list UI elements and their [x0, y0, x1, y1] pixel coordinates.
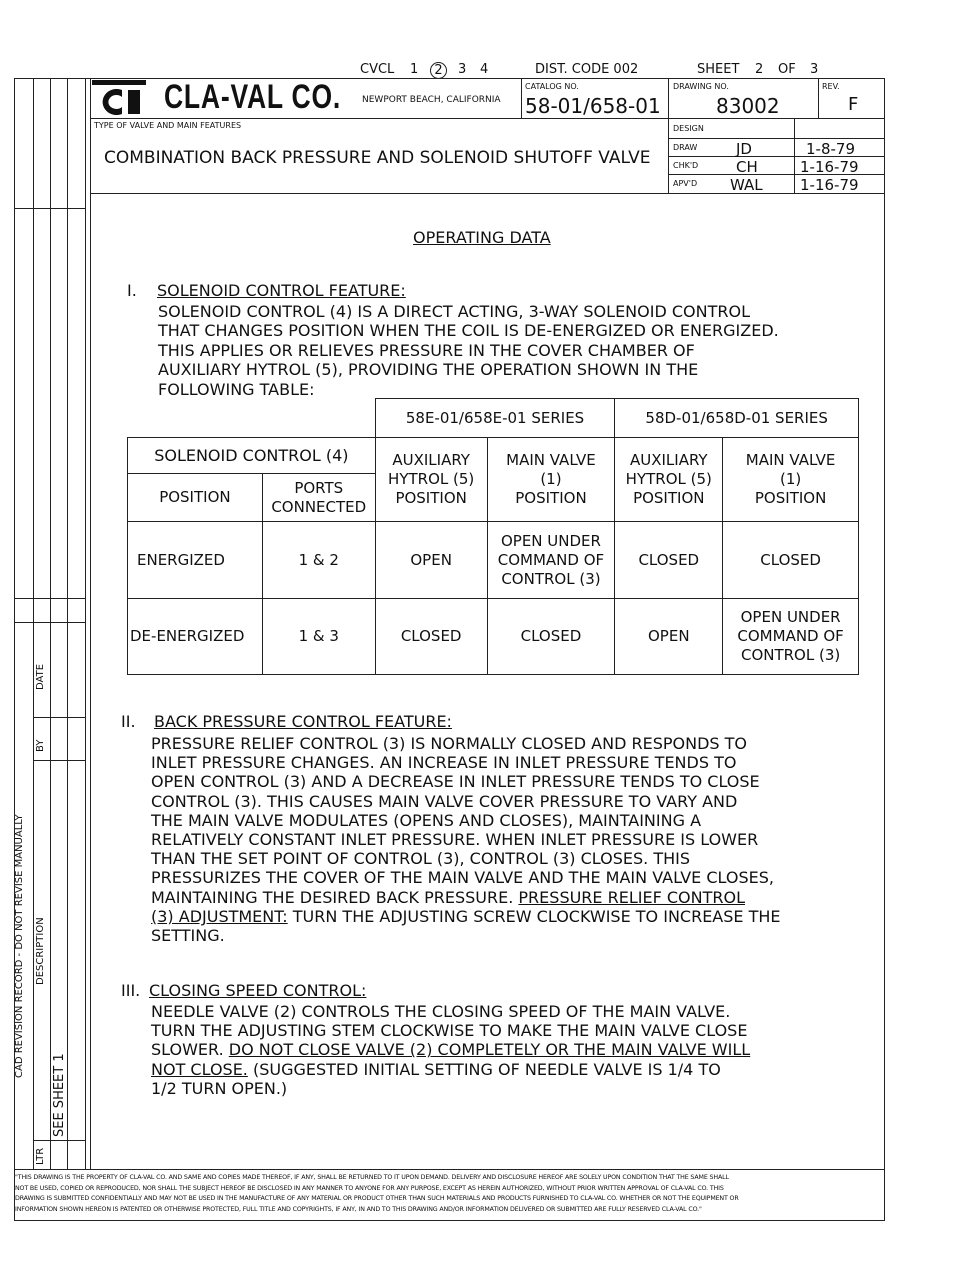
- section-1-line: THIS APPLIES OR RELIEVES PRESSURE IN THE COVER CHAMBER OF: [158, 340, 695, 360]
- chkd-date: 1-16-79: [800, 158, 859, 176]
- drawing-cell-bottom: [668, 118, 885, 119]
- drawing-label: DRAWING NO.: [673, 82, 729, 91]
- title-block-left: [90, 78, 91, 194]
- draw-label: DRAW: [673, 143, 698, 152]
- revision-record-note: CAD REVISION RECORD - DO NOT REVISE MANUALLY: [14, 814, 25, 1078]
- valve-type-label: TYPE OF VALVE AND MAIN FEATURES: [94, 121, 242, 130]
- legal-notice-line: NOT BE USED, COPIED OR REPRODUCED, NOR SHALL THE SUBJECT HEREOF BE DISCLOSED IN ANY MANNER TO ANYONE FOR ANY PURPOSE, EXCEPT AS HEREIN AUTHORIZED, WITHOUT PRIOR WRITTEN APPROVAL OF CLA-VAL CO. THIS: [15, 1184, 724, 1192]
- section-3-line: SLOWER. DO NOT CLOSE VALVE (2) COMPLETELY OR THE MAIN VALVE WILL: [151, 1040, 751, 1060]
- cvcl-label: CVCL: [360, 62, 395, 77]
- section-1-line: SOLENOID CONTROL (4) IS A DIRECT ACTING, 3-WAY SOLENOID CONTROL: [158, 302, 750, 321]
- ltr-label: LTR: [35, 1147, 46, 1165]
- section-2-line: INLET PRESSURE CHANGES. AN INCREASE IN INLET PRESSURE TENDS TO: [151, 753, 737, 773]
- apvd-label: APV'D: [673, 179, 698, 188]
- sidebar-rule: [33, 1140, 86, 1141]
- frame-bottom: [14, 1169, 885, 1170]
- section-2-text: [151, 734, 781, 945]
- apvd-date: 1-16-79: [800, 176, 859, 194]
- row-d-aux: CLOSED: [615, 522, 723, 599]
- draw-by: JD: [736, 140, 752, 158]
- footer-right: [884, 1169, 885, 1221]
- section-3-line: TURN THE ADJUSTING STEM CLOCKWISE TO MAKE THE MAIN VALVE CLOSE: [151, 1021, 748, 1041]
- legal-notice: [15, 1173, 883, 1215]
- section-1-line: AUXILIARY HYTROL (5), PROVIDING THE OPERATION SHOWN IN THE: [158, 360, 699, 380]
- sidebar-rule: [14, 622, 86, 623]
- row-position: ENERGIZED: [128, 522, 263, 599]
- dist-code: DIST. CODE 002: [535, 62, 639, 77]
- section-1-text: [158, 302, 779, 399]
- section-2-title: BACK PRESSURE CONTROL FEATURE:: [154, 712, 452, 731]
- sidebar-col-2: [50, 78, 51, 1170]
- draw-date: 1-8-79: [806, 140, 855, 158]
- sidebar-rule: [14, 208, 86, 209]
- row-e-main: OPEN UNDER COMMAND OF CONTROL (3): [487, 522, 615, 599]
- rev-label: REV.: [822, 82, 840, 91]
- sidebar-col-1: [33, 78, 34, 1170]
- chkd-by: CH: [736, 158, 758, 176]
- row-d-main: CLOSED: [723, 522, 859, 599]
- operation-table: [127, 398, 859, 675]
- ports-header: PORTS CONNECTED: [262, 474, 375, 522]
- row-ports: 1 & 3: [262, 599, 375, 675]
- title-block-divider: [90, 118, 668, 119]
- row-e-main: CLOSED: [487, 599, 615, 675]
- row-e-aux: OPEN: [375, 522, 487, 599]
- rev-cell-left: [818, 78, 819, 119]
- section-3-line: NEEDLE VALVE (2) CONTROLS THE CLOSING SPEED OF THE MAIN VALVE.: [151, 1002, 731, 1021]
- row-d-aux: OPEN: [615, 599, 723, 675]
- table-row: [128, 599, 859, 675]
- cvcl-sheet-1: 1: [410, 62, 419, 77]
- d-main-header: MAIN VALVE (1) POSITION: [723, 438, 859, 522]
- e-aux-header: AUXILIARY HYTROL (5) POSITION: [375, 438, 487, 522]
- footer-bottom: [14, 1220, 885, 1221]
- legal-notice-line: DRAWING IS SUBMITTED CONFIDENTIALLY AND MAY NOT BE USED IN THE MANUFACTURE OF ANY MATERIAL OR PRODUCT OTHER THAN SUCH MATERIALS AND PRODUCTS FURNISHED TO CLA-VAL CO. WHETHER OR NOT THE EQUIPMENT OR: [15, 1195, 739, 1202]
- frame-top-rule: [14, 78, 885, 79]
- legal-notice-line: "THIS DRAWING IS THE PROPERTY OF CLA-VAL CO. AND SAME AND COPIES MADE THEREOF, IF ANY, SHALL BE RETURNED TO IT UPON DEMAND. DELIVERY AND DISCLOSURE HEREOF ARE SOLELY UPON CONDITION THAT THE SAME SHALL: [15, 1174, 729, 1181]
- see-sheet-note: SEE SHEET 1: [52, 1053, 67, 1137]
- info-col-left: [668, 78, 669, 194]
- section-2-line: (3) ADJUSTMENT: TURN THE ADJUSTING SCREW CLOCKWISE TO INCREASE THE: [151, 906, 781, 926]
- chkd-label: CHK'D: [673, 161, 699, 170]
- section-3-title: CLOSING SPEED CONTROL:: [149, 981, 367, 1000]
- valve-title: COMBINATION BACK PRESSURE AND SOLENOID SHUTOFF VALVE: [104, 148, 651, 168]
- section-2-line: PRESSURE RELIEF CONTROL (3) IS NORMALLY CLOSED AND RESPONDS TO: [151, 734, 748, 753]
- e-main-header: MAIN VALVE (1) POSITION: [487, 438, 615, 522]
- apvd-by: WAL: [730, 176, 763, 194]
- row-e-aux: CLOSED: [375, 599, 487, 675]
- catalog-number: 58-01/658-01: [525, 94, 661, 118]
- cla-val-logo-icon: [92, 80, 146, 118]
- section-1-line: THAT CHANGES POSITION WHEN THE COIL IS DE-ENERGIZED OR ENERGIZED.: [158, 321, 779, 341]
- frame-right: [884, 78, 885, 1170]
- section-2-number: II.: [121, 712, 136, 731]
- section-1-number: I.: [127, 281, 137, 300]
- series-d-header: 58D-01/658D-01 SERIES: [615, 399, 859, 438]
- of-label: OF: [778, 62, 796, 77]
- sheet-label: SHEET: [697, 62, 740, 77]
- d-aux-header: AUXILIARY HYTROL (5) POSITION: [615, 438, 723, 522]
- sidebar-col-3: [67, 78, 68, 1170]
- section-2-line: SETTING.: [151, 926, 225, 946]
- solenoid-header: SOLENOID CONTROL (4): [128, 438, 376, 474]
- position-header: POSITION: [128, 474, 263, 522]
- rev-letter: F: [848, 94, 859, 115]
- by-label: BY: [35, 739, 46, 752]
- catalog-label: CATALOG NO.: [525, 82, 579, 91]
- table-row: [128, 522, 859, 599]
- section-1-title: SOLENOID CONTROL FEATURE:: [157, 281, 406, 300]
- date-col-left: [794, 118, 795, 194]
- sidebar-rule: [33, 760, 86, 761]
- cvcl-sheet-3: 3: [458, 62, 467, 77]
- company-name: CLA-VAL CO.: [164, 78, 342, 116]
- title-block-bottom: [90, 193, 885, 194]
- row-position: DE-ENERGIZED: [128, 599, 263, 675]
- cvcl-sheet-2-circled: 2: [430, 62, 447, 79]
- body-left-border: [90, 194, 91, 1170]
- section-2-line: MAINTAINING THE DESIRED BACK PRESSURE. PRESSURE RELIEF CONTROL: [151, 887, 746, 907]
- company-location: NEWPORT BEACH, CALIFORNIA: [362, 95, 501, 105]
- catalog-cell-left: [521, 78, 522, 119]
- section-2-line: THAN THE SET POINT OF CONTROL (3), CONTROL (3) CLOSES. THIS: [151, 849, 691, 869]
- design-label: DESIGN: [673, 124, 704, 133]
- section-2-line: THE MAIN VALVE MODULATES (OPENS AND CLOSES), MAINTAINING A: [151, 810, 702, 830]
- series-e-header: 58E-01/658E-01 SERIES: [375, 399, 615, 438]
- section-3-text: [151, 1002, 750, 1098]
- drawing-number: 83002: [716, 94, 780, 118]
- section-1-line: FOLLOWING TABLE:: [158, 379, 315, 399]
- sheet-total: 3: [810, 62, 819, 77]
- section-2-line: CONTROL (3). THIS CAUSES MAIN VALVE COVER PRESSURE TO VARY AND: [151, 791, 738, 811]
- section-2-line: OPEN CONTROL (3) AND A DECREASE IN INLET PRESSURE TENDS TO CLOSE: [151, 772, 760, 792]
- page-heading: OPERATING DATA: [413, 228, 551, 247]
- sheet-number: 2: [755, 62, 764, 77]
- sidebar-rule: [33, 717, 86, 718]
- section-3-line: NOT CLOSE. (SUGGESTED INITIAL SETTING OF NEEDLE VALVE IS 1/4 TO: [151, 1059, 721, 1079]
- design-row-bottom: [668, 138, 885, 139]
- section-2-line: RELATIVELY CONSTANT INLET PRESSURE. WHEN INLET PRESSURE IS LOWER: [151, 830, 759, 850]
- sidebar-col-4: [85, 78, 86, 1170]
- date-label: DATE: [35, 663, 46, 690]
- description-label: DESCRIPTION: [35, 917, 46, 985]
- sidebar-rule: [14, 598, 86, 599]
- section-3-line: 1/2 TURN OPEN.): [151, 1078, 288, 1098]
- legal-notice-line: INFORMATION SHOWN HEREON IS PATENTED OR OTHERWISE PROTECTED, FULL TITLE AND COPYRIGHTS, IF ANY, IN AND TO THIS DRAWING AND/OR INFORMATION DELIVERED OR SUBMITTED ARE FULLY RESERVED CLA-VAL CO.": [15, 1205, 702, 1213]
- section-3-number: III.: [121, 981, 141, 1000]
- row-ports: 1 & 2: [262, 522, 375, 599]
- section-2-line: PRESSURIZES THE COVER OF THE MAIN VALVE AND THE MAIN VALVE CLOSES,: [151, 868, 774, 888]
- cvcl-sheet-4: 4: [480, 62, 489, 77]
- row-d-main: OPEN UNDER COMMAND OF CONTROL (3): [723, 599, 859, 675]
